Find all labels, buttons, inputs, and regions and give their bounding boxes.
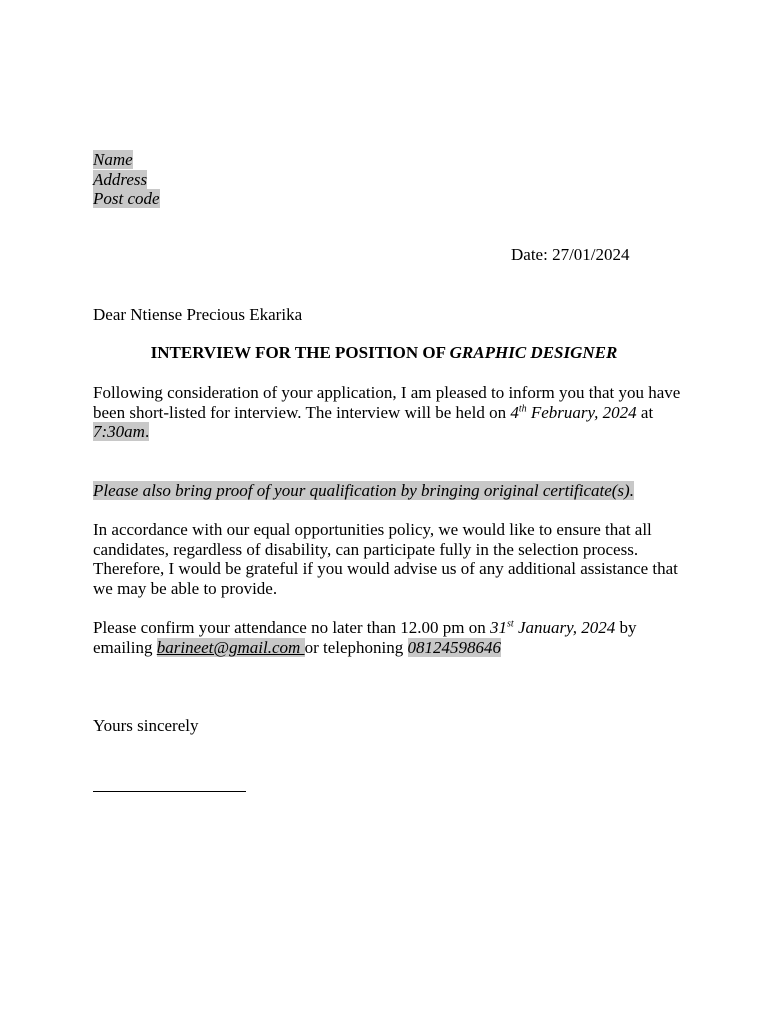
p1-day-suffix: th [518,402,527,414]
letter-title [93,343,675,363]
p4-text: Please confirm your attendance no later than 12.00 pm on [93,618,491,637]
recipient-postcode-placeholder: Post code [93,189,160,208]
recipient-address [93,150,693,209]
p4-date-rest: January, 2024 [513,618,616,637]
salutation: Dear Ntiense Precious Ekarika [93,305,303,324]
title-prefix: INTERVIEW FOR THE POSITION OF [150,343,450,362]
paragraph-confirm-attendance [93,618,683,657]
paragraph-certificates [93,481,693,501]
p1-end: . [144,422,150,441]
p1-date-rest: February, 2024 [530,402,637,422]
p1-at-text: at [636,402,654,422]
p4-by-emailing: by emailing [93,618,637,657]
phone-number: 08124598646 [407,637,501,657]
p1-time: 7:30am [93,422,145,441]
recipient-name-placeholder: Name [93,150,133,169]
p2-text: Please also bring proof of your qualification by bringing original certificate(s). [93,481,634,500]
recipient-address-placeholder: Address [93,169,148,189]
p1-day-number: 4 [510,402,519,422]
email-link[interactable]: barineet@gmail.com [156,637,305,657]
paragraph-interview-details [93,383,683,442]
p4-or-telephoning: or telephoning [304,637,408,657]
closing: Yours sincerely [93,716,199,735]
paragraph-equal-opportunities: In accordance with our equal opportunities policy, we would like to ensure that all candidates, regardless of disability, can participate fully in the selection process. Therefore, I would be grateful if you would advise us of any additional assistance that we may be able to provide. [93,520,678,598]
title-position: GRAPHIC DESIGNER [449,343,618,362]
p4-day-suffix: st [507,618,514,630]
letter-date: Date: 27/01/2024 [511,245,630,264]
p4-day-number: 31 [490,618,508,637]
p1-text: Following consideration of your application, I am pleased to inform you that you have been short-listed for interview. The interview will be held on [93,383,681,422]
signature-line [93,791,246,792]
p1-time-highlight [93,422,149,441]
